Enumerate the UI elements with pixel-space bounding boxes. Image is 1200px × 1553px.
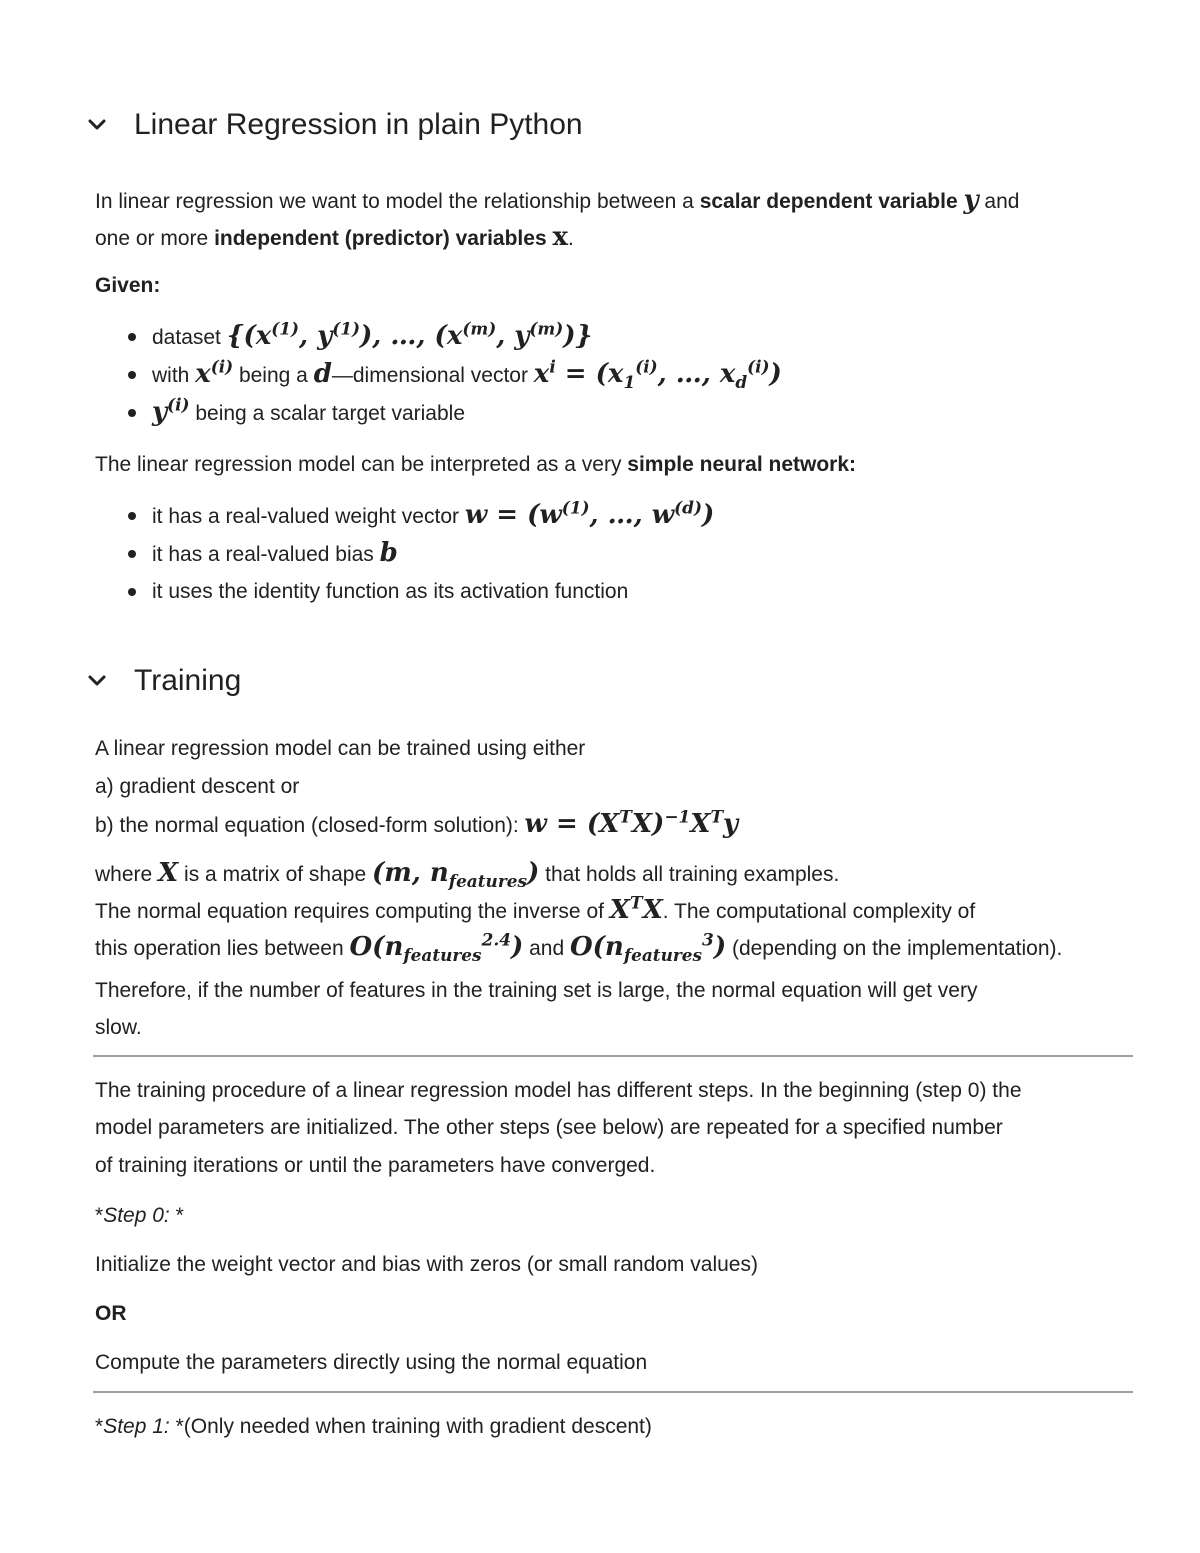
training-line-4: where X is a matrix of shape (m, $n_{features}$) that holds all training examples. — [95, 858, 840, 892]
section-title: Linear Regression in plain Python — [134, 108, 583, 141]
alt-text: Compute the parameters directly using the normal equation — [95, 1351, 648, 1374]
intro-line-2: one or more independent (predictor) variables x. — [95, 222, 574, 252]
model-intro: The linear regression model can be interpreted as a very simple neural network: — [95, 453, 857, 476]
section-header-linear-regression[interactable] — [86, 108, 583, 142]
chevron-down-icon[interactable] — [86, 114, 108, 136]
intro-line-1: In linear regression we want to model the relationship between a scalar dependent variable y and — [95, 185, 1020, 215]
list-item: dataset {($x^{(1)}$, $y^{(1)}$), …, ($x^{(m)}$, $y^{(m)}$)} — [120, 318, 782, 356]
training-line-1: A linear regression model can be trained using either — [95, 737, 586, 760]
step0-label: *Step 0: * — [95, 1204, 184, 1227]
given-list — [120, 318, 782, 432]
or-label: OR — [95, 1302, 127, 1325]
model-list — [120, 497, 714, 610]
procedure-line-1: The training procedure of a linear regression model has different steps. In the beginning (step 0) the — [95, 1079, 1022, 1102]
procedure-line-2: model parameters are initialized. The other steps (see below) are repeated for a specified number — [95, 1116, 1003, 1139]
list-item: it uses the identity function as its activation function — [120, 573, 714, 610]
step1-line: *Step 1: *(Only needed when training with gradient descent) — [95, 1415, 652, 1438]
divider — [93, 1391, 1133, 1393]
list-item: it has a real-valued bias b — [120, 535, 714, 573]
procedure-line-3: of training iterations or until the parameters have converged. — [95, 1154, 656, 1177]
step0-text: Initialize the weight vector and bias with zeros (or small random values) — [95, 1253, 758, 1276]
training-line-5: The normal equation requires computing the inverse of $X^TX$. The computational complexity of — [95, 892, 976, 925]
section-title: Training — [134, 664, 242, 697]
training-line-3: b) the normal equation (closed-form solution): $w = (X^TX)^{-1}X^Ty$ — [95, 806, 739, 839]
list-item: $y^{(i)}$ being a scalar target variable — [120, 394, 782, 432]
training-line-6: this operation lies between $O(n_{features}^{2.4})$ and $O(n_{features}^3)$ (depending on the implementation). — [95, 929, 1063, 966]
training-line-2: a) gradient descent or — [95, 775, 300, 798]
chevron-down-icon[interactable] — [86, 670, 108, 692]
divider — [93, 1055, 1133, 1057]
section-header-training[interactable] — [86, 664, 241, 698]
list-item: it has a real-valued weight vector $w = (w^{(1)}$, …, $w^{(d)}$) — [120, 497, 714, 535]
list-item: with $x^{(i)}$ being a d—dimensional vector $x^i = (x_1^{(i)}$, …, $x_d^{(i)}$) — [120, 356, 782, 394]
training-line-7: Therefore, if the number of features in the training set is large, the normal equation will get very — [95, 979, 978, 1002]
given-label: Given: — [95, 274, 161, 297]
training-line-8: slow. — [95, 1016, 142, 1039]
